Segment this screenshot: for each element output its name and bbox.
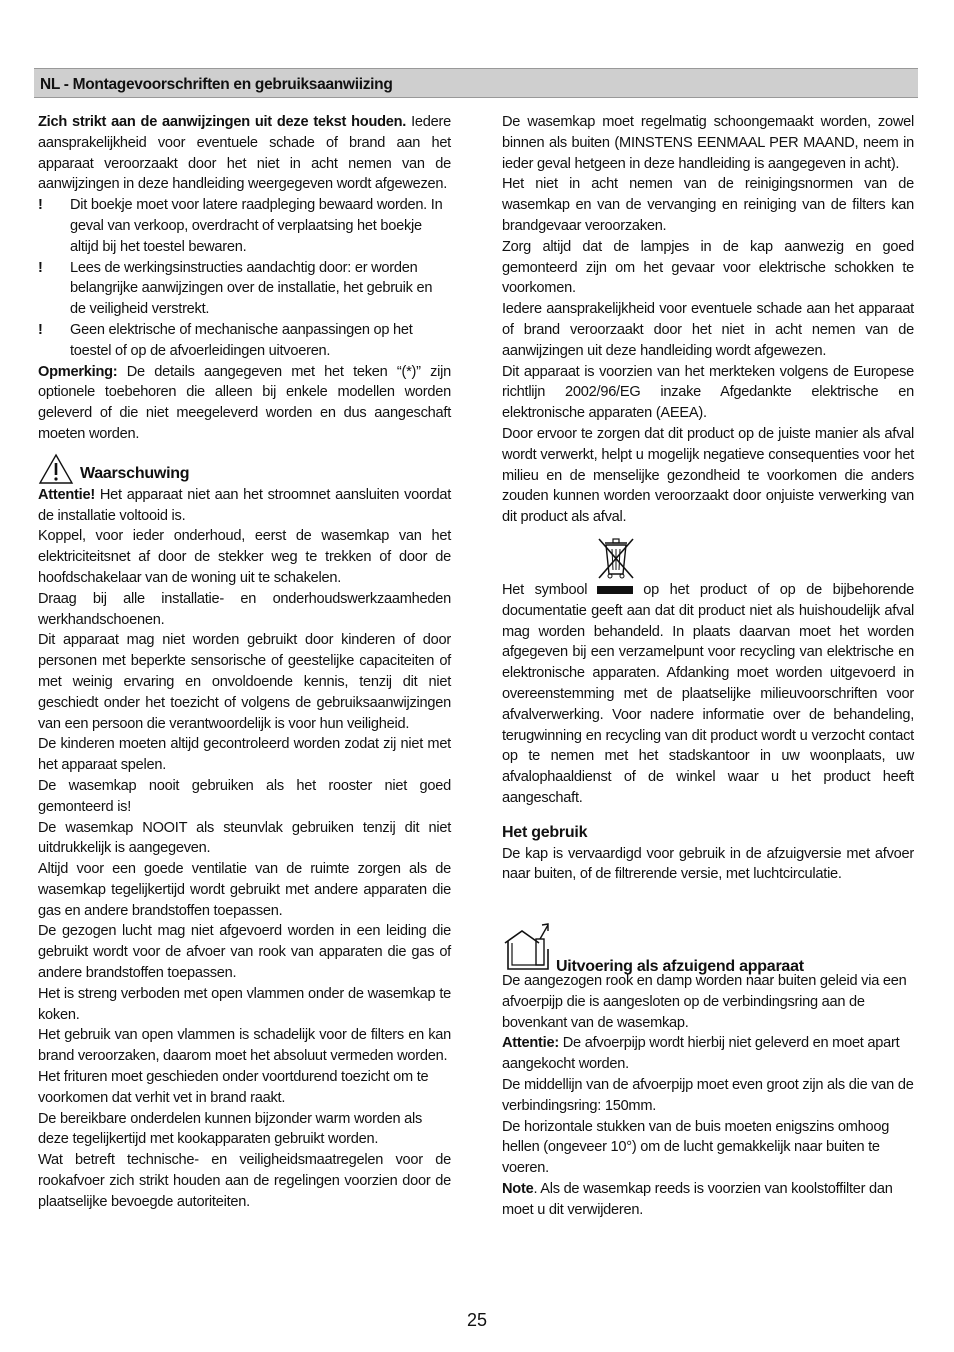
warning-heading: Waarschuwing — [80, 464, 190, 482]
warning-paragraph: Wat betreft technische- en veiligheidsmaatregelen voor de rookafvoer zich strikt houden aan de regelingen voorzien door de plaatselijke bevoegde autoriteiten. — [38, 1152, 451, 1210]
house-vent-icon — [502, 921, 554, 973]
warning-paragraph: Het gebruik van open vlammen is schadelijk voor de filters en kan brand veroorzaken, daarom moet het absoluut vermeden worden. — [38, 1027, 451, 1065]
bullet-mark: ! — [38, 259, 43, 276]
warning-triangle-icon — [38, 453, 74, 485]
maintenance-paragraph: De wasemkap moet regelmatig schoongemaakt worden, zowel binnen als buiten (MINSTENS EENMAAL PER MAAND, neem in ieder geval hetgeen in deze handleiding is aangegeven in acht). — [502, 114, 914, 172]
warning-paragraph: De gezogen lucht mag niet afgevoerd worden in een leiding die gebruikt wordt voor de afvoer van rook van apparaten die gas of andere brandstoffen toepassen. — [38, 923, 451, 982]
warning-paragraph: Draag bij alle installatie- en onderhoudswerkzaamheden werkhandschoenen. — [38, 590, 451, 628]
symbol-text-before: Het symbool — [502, 581, 588, 598]
bullet-text: Geen elektrische of mechanische aanpassingen op het toestel of op de afvoerleidingen uitvoeren. — [70, 321, 413, 359]
maintenance-paragraph: Het niet in acht nemen van de reinigingsnormen van de wasemkap en van de vervanging en reiniging van de filters kan brandgevaar veroorzaken. — [502, 176, 914, 234]
vent-attention-label: Attentie: — [502, 1035, 559, 1052]
symbol-text-after: op het product of op de bijbehorende documentatie geeft aan dat dit product niet als huishoudelijk afval mag worden behandeld. In plaats daarvan moet het worden afgegeven bij een verzamelpunt voor recycling van elektrische en elektronische apparaten. Afdanking moet worden uitgevoerd in overeenstemming met de plaatselijke milieuvoorschriften voor afvalverwerking. Voor nadere informatie over de behandeling, terugwinning en recycling van dit product wordt u verzocht contact op te nemen met het stadskantoor in uw woonplaats, uw afvalophaaldienst of de winkel waar u het product heeft aangeschaft. — [502, 581, 914, 806]
vent-attention-text: De afvoerpijp wordt hierbij niet geleverd en moet apart aangekocht worden. — [502, 1035, 900, 1073]
maintenance-paragraph: Iedere aansprakelijkheid voor eventuele schade aan het apparaat of brand veroorzaakt door het niet in acht nemen van de aanwijzingen uit deze handleiding wordt afgewezen. — [502, 301, 914, 359]
warning-paragraph: Het frituren moet geschieden onder voortdurend toezicht om te voorkomen dat verhit vet in brand raakt. — [38, 1069, 429, 1106]
vent-note-text: . Als de wasemkap reeds is voorzien van koolstoffilter dan moet u dit verwijderen. — [502, 1181, 893, 1218]
vent-heading-row — [502, 921, 914, 976]
right-column — [502, 112, 914, 1221]
bullet-mark: ! — [38, 197, 43, 214]
vent-paragraph: De horizontale stukken van de buis moeten enigszins omhoog hellen (ongeveer 10°) om de lucht gemakkelijk naar buiten te voeren. — [502, 1118, 890, 1177]
use-heading: Het gebruik — [502, 823, 588, 841]
warning-paragraph: De wasemkap NOOIT als steunvlak gebruiken tenzij dit niet uitdrukkelijk is aangegeven. — [38, 819, 451, 857]
bullet-text: Dit boekje moet voor latere raadpleging bewaard worden. In geval van verkoop, overdracht of verplaatsing het boekje altijd bij het toestel bewaren. — [70, 197, 443, 255]
intro-paragraph — [38, 112, 451, 195]
vent-paragraph: De middellijn van de afvoerpijp moet even groot zijn als die van de verbindingsring: 150mm. — [502, 1077, 914, 1114]
bullet-item — [38, 258, 451, 320]
vent-note-label: Note — [502, 1181, 534, 1198]
left-column — [38, 112, 451, 1213]
warning-paragraph: Dit apparaat mag niet worden gebruikt door kinderen of door personen met beperkte sensorische of geestelijke capaciteiten of met weinig ervaring en onvoldoende kennis, tenzij dit niet geschiedt onder het toezicht of volgens de gebruiksaanwijzingen van een persoon die verantwoordelijk is voor hun veiligheid. — [38, 632, 451, 732]
note-label: Opmerking: — [38, 363, 118, 380]
weee-symbol-row — [502, 536, 914, 580]
warning-heading-row — [38, 453, 451, 485]
warning-paragraph: De kinderen moeten altijd gecontroleerd worden zodat zij niet met het apparaat spelen. — [38, 736, 451, 774]
section-header-bar — [34, 68, 918, 98]
note-paragraph — [38, 362, 451, 445]
attention-text: Het apparaat niet aan het stroomnet aansluiten voordat de installatie voltooid is. — [38, 486, 451, 524]
warning-paragraph: De wasemkap nooit gebruiken als het rooster niet goed gemonteerd is! — [38, 777, 451, 815]
bullet-mark: ! — [38, 321, 43, 338]
vent-note-paragraph — [502, 1179, 914, 1221]
bullet-text: Lees de werkingsinstructies aandachtig door: er worden belangrijke aanwijzingen over de installatie, het gebruik en de veiligheid verstrekt. — [70, 259, 433, 318]
warning-paragraph: Het is streng verboden met open vlammen onder de wasemkap te koken. — [38, 985, 451, 1023]
weee-paragraph: Door ervoor te zorgen dat dit product op de juiste manier als afval wordt verwerkt, helpt u mogelijk negatieve consequenties voor het milieu en de menselijke gezondheid te voorkomen die anders zouden kunnen worden veroorzaakt door onjuiste verwerking van dit product als afval. — [502, 425, 914, 526]
weee-bar-icon — [597, 586, 633, 594]
warning-paragraph: Altijd voor een goede ventilatie van de ruimte zorgen als de wasemkap tegelijkertijd wordt gebruikt met andere apparaten die gas en andere brandstoffen toepassen. — [38, 861, 451, 919]
note-text: De details aangegeven met het teken “(*)” zijn optionele toebehoren die alleen bij enkele modellen worden geleverd of die niet meegeleverd worden en dus aangeschaft moeten worden. — [38, 363, 451, 442]
attention-paragraph — [38, 485, 451, 527]
bullet-item — [38, 195, 451, 257]
vent-attention-paragraph — [502, 1033, 914, 1075]
warning-paragraph: Koppel, voor ieder onderhoud, eerst de wasemkap van het elektriciteitsnet af door de stekker weg te trekken of door de hoofdschakelaar van de woning uit te schakelen. — [38, 528, 451, 586]
weee-paragraph: Dit apparaat is voorzien van het merkteken volgens de Europese richtlijn 2002/96/EG inzake Afgedankte elektrische en elektronische apparaten (AEEA). — [502, 363, 914, 422]
maintenance-paragraph: Zorg altijd dat de lampjes in de kap aanwezig en goed gemonteerd zijn om het gevaar voor elektrische schokken te voorkomen. — [502, 238, 914, 297]
intro-bold: Zich strikt aan de aanwijzingen uit deze tekst houden. — [38, 114, 407, 130]
section-title: NL - Montagevoorschriften en gebruiksaanwiizing — [40, 76, 393, 93]
vent-heading: Uitvoering als afzuigend apparaat — [556, 958, 804, 976]
crossed-bin-icon — [595, 536, 637, 580]
attention-label: Attentie! — [38, 486, 95, 503]
warning-paragraph: De bereikbare onderdelen kunnen bijzonder warm worden als deze tegelijkertijd met kookapparaten gebruikt worden. — [38, 1110, 423, 1148]
symbol-paragraph — [502, 580, 914, 809]
intro-text: Iedere aansprakelijkheid voor eventuele schade of brand aan het apparaat veroorzaakt door het niet in acht nemen van de aanwijzingen in deze handleiding weergegeven wordt afgewezen. — [38, 114, 451, 193]
page-number: 25 — [466, 1310, 488, 1330]
bullet-item — [38, 320, 451, 362]
vent-paragraph: De aangezogen rook en damp worden naar buiten geleid via een afvoerpijp die is aangesloten op de verbindingsring aan de bovenkant van de wasemkap. — [502, 973, 907, 1031]
use-paragraph: De kap is vervaardigd voor gebruik in de afzuigversie met afvoer naar buiten, of de filtrerende versie, met luchtcirculatie. — [502, 845, 914, 883]
